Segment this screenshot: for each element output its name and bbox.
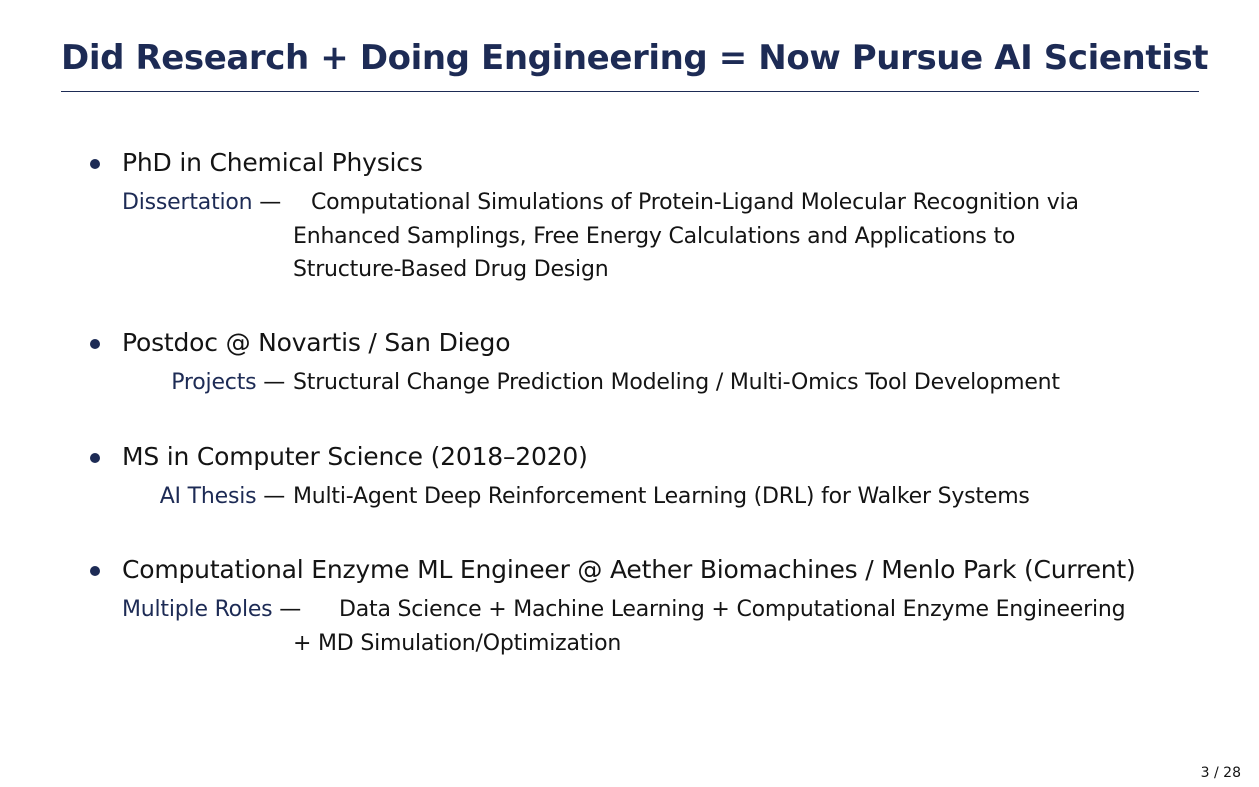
title-divider [61,91,1199,92]
label-text: Multiple Roles [122,597,273,622]
label-text: Dissertation [122,190,253,215]
label-text: Projects [171,370,257,395]
label-text: AI Thesis [159,484,257,509]
label-dash: — [259,190,282,215]
desc-label-postdoc [171,366,285,400]
slide-title: Did Research + Doing Engineering = Now Pursue AI Scientist [61,38,1209,78]
desc-label-ms [160,480,285,514]
desc-label-phd [122,186,281,220]
desc-label-current-role [122,593,301,627]
item-heading: Computational Enzyme ML Engineer @ Aether Biomachines / Menlo Park (Current) [122,555,1136,584]
label-dash: — [263,484,285,509]
item-heading: PhD in Chemical Physics [122,148,423,177]
desc-text-postdoc: Structural Change Prediction Modeling / Multi-Omics Tool Development [293,370,1060,395]
desc-text-phd: Computational Simulations of Protein-Ligand Molecular Recognition via Enhanced Samplings, Free Energy Calculations and Applications to Structure-Based Drug Design [293,190,1079,282]
bullet-icon [90,453,100,463]
desc-block-ms [0,480,1259,520]
bullet-icon [90,339,100,349]
item-heading: Postdoc @ Novartis / San Diego [122,328,511,357]
page-number: 3 / 28 [1200,765,1241,781]
desc-block-phd [0,186,1259,286]
bullet-icon [90,159,100,169]
desc-text-current-role: Data Science + Machine Learning + Computational Enzyme Engineering + MD Simulation/Optimization [293,597,1126,656]
item-heading: MS in Computer Science (2018–2020) [122,442,588,471]
bullet-icon [90,566,100,576]
label-dash: — [279,597,302,622]
desc-block-current-role [0,593,1259,663]
desc-block-postdoc [0,366,1259,406]
desc-text-ms: Multi-Agent Deep Reinforcement Learning (DRL) for Walker Systems [293,484,1030,509]
label-dash: — [263,370,285,395]
